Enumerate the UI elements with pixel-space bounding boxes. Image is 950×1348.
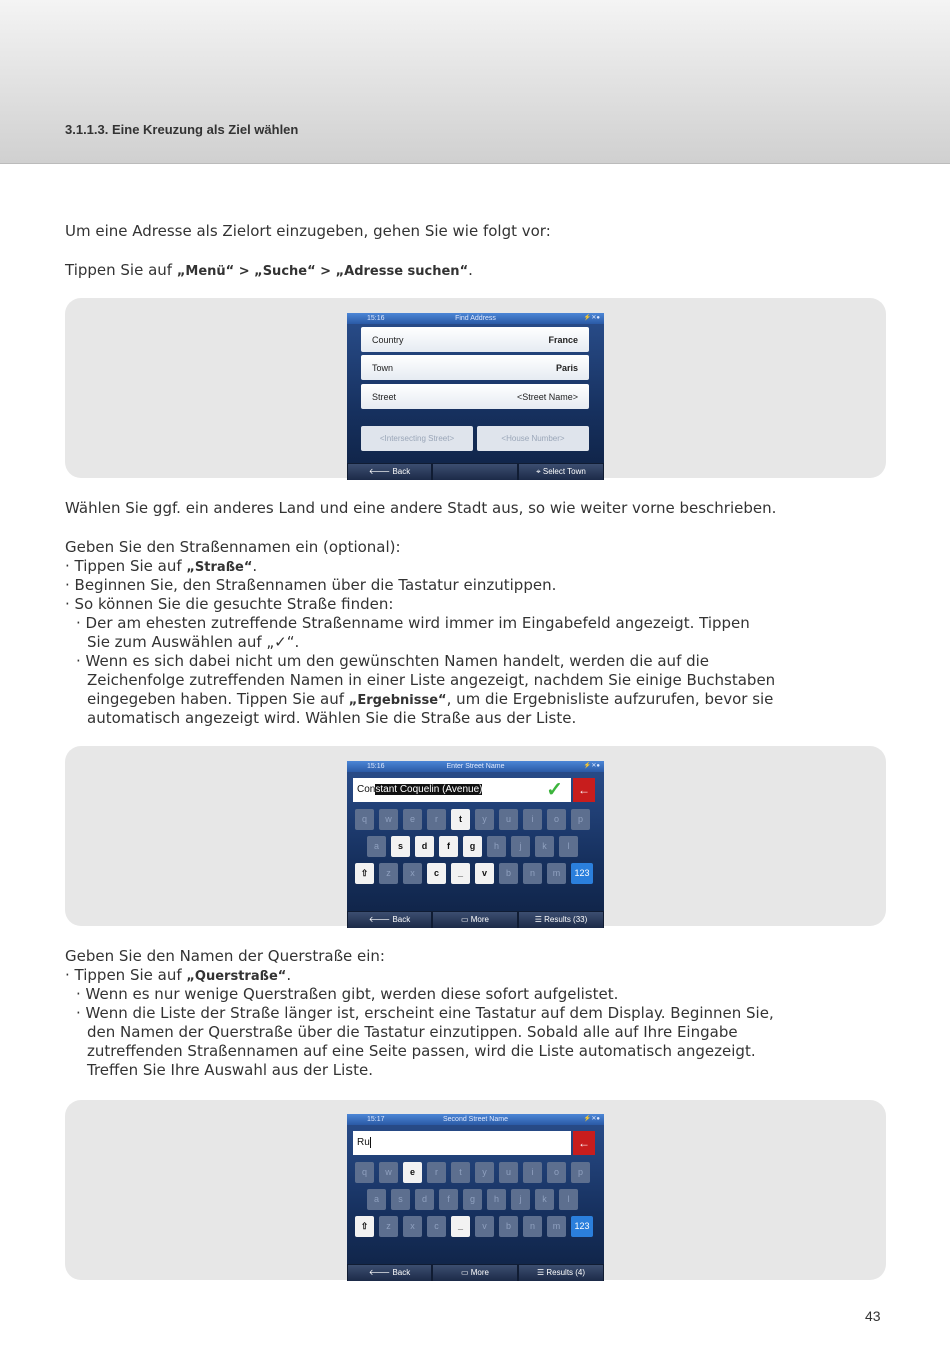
street-sub-2: · Wenn es sich dabei nicht um den gewünschten Namen handelt, werden die auf die bbox=[76, 652, 710, 670]
intro-line-2 bbox=[65, 261, 473, 281]
results-keyword: „Ergebnisse“ bbox=[348, 693, 447, 708]
key-a[interactable]: a bbox=[367, 1189, 386, 1210]
key-l[interactable]: l bbox=[559, 836, 578, 857]
cross-street-sub-2: · Wenn die Liste der Straße länger ist, erscheint eine Tastatur auf dem Display. Beginnen Sie, bbox=[76, 1004, 774, 1022]
key-d[interactable]: d bbox=[415, 1189, 434, 1210]
key-k[interactable]: k bbox=[535, 1189, 554, 1210]
screen-title: Second Street Name bbox=[443, 1116, 508, 1123]
key-y[interactable]: y bbox=[475, 1162, 494, 1183]
more-label: More bbox=[470, 1268, 489, 1277]
street-row[interactable] bbox=[361, 384, 589, 409]
bottom-spacer bbox=[433, 464, 517, 480]
key-a[interactable]: a bbox=[367, 836, 386, 857]
screenshot-panel-3 bbox=[65, 1100, 886, 1280]
list-icon: ☰ bbox=[534, 915, 545, 924]
shift-key-icon[interactable]: ⇧ bbox=[355, 1216, 374, 1237]
back-arrow-icon: 🡐 bbox=[368, 1268, 393, 1277]
key-n[interactable]: n bbox=[523, 863, 542, 884]
street-sub-2-cont-2 bbox=[87, 690, 773, 710]
space-key[interactable]: _ bbox=[451, 1216, 470, 1237]
results-label: Results (4) bbox=[546, 1268, 586, 1277]
more-icon: ▭ bbox=[460, 915, 471, 924]
key-q[interactable]: q bbox=[355, 1162, 374, 1183]
key-z[interactable]: z bbox=[379, 1216, 398, 1237]
house-number-button[interactable]: <House Number> bbox=[477, 426, 589, 451]
key-x[interactable]: x bbox=[403, 1216, 422, 1237]
country-row[interactable] bbox=[361, 327, 589, 352]
key-v[interactable]: v bbox=[475, 1216, 494, 1237]
key-z[interactable]: z bbox=[379, 863, 398, 884]
key-i[interactable]: i bbox=[523, 809, 542, 830]
town-row[interactable] bbox=[361, 355, 589, 380]
street-input[interactable] bbox=[353, 778, 571, 802]
key-p[interactable]: p bbox=[571, 809, 590, 830]
key-s[interactable]: s bbox=[391, 1189, 410, 1210]
key-j[interactable]: j bbox=[511, 836, 530, 857]
street-sub-2-cont-2-end: , um die Ergebnisliste aufzurufen, bevor sie bbox=[446, 690, 774, 708]
street-step-1 bbox=[65, 557, 257, 577]
key-h[interactable]: h bbox=[487, 1189, 506, 1210]
key-f[interactable]: f bbox=[439, 836, 458, 857]
text-cursor bbox=[370, 1137, 371, 1148]
screen-title: Enter Street Name bbox=[446, 763, 505, 770]
list-icon: ☰ bbox=[536, 1268, 547, 1277]
select-town-label: Select Town bbox=[542, 467, 586, 476]
more-button[interactable] bbox=[433, 912, 517, 928]
key-c[interactable]: c bbox=[427, 1216, 446, 1237]
more-button[interactable] bbox=[433, 1265, 517, 1281]
cross-street-sub-2-cont-1: den Namen der Querstraße über die Tastatur einzutippen. Sobald alle auf Ihre Eingabe bbox=[87, 1023, 738, 1041]
key-o[interactable]: o bbox=[547, 809, 566, 830]
more-label: More bbox=[470, 915, 489, 924]
cross-street-step-1 bbox=[65, 966, 291, 986]
results-button[interactable] bbox=[519, 912, 603, 928]
screenshot-panel-1 bbox=[65, 298, 886, 478]
screenshot-panel-2 bbox=[65, 746, 886, 926]
cross-street-step-1-text: · Tippen Sie auf bbox=[65, 966, 187, 984]
key-m[interactable]: m bbox=[547, 863, 566, 884]
country-label: Country bbox=[372, 335, 404, 345]
key-k[interactable]: k bbox=[535, 836, 554, 857]
key-u[interactable]: u bbox=[499, 809, 518, 830]
backspace-button[interactable]: ← bbox=[573, 1131, 595, 1155]
key-c[interactable]: c bbox=[427, 863, 446, 884]
cross-street-keyword: „Querstraße“ bbox=[186, 969, 287, 984]
page-number: 43 bbox=[865, 1308, 881, 1324]
street-value: <Street Name> bbox=[516, 392, 578, 402]
key-b[interactable]: b bbox=[499, 863, 518, 884]
key-h[interactable]: h bbox=[487, 836, 506, 857]
key-o[interactable]: o bbox=[547, 1162, 566, 1183]
key-e[interactable]: e bbox=[403, 1162, 422, 1183]
crosshair-icon: ⌖ bbox=[536, 467, 543, 476]
street-intro: Geben Sie den Straßennamen ein (optional): bbox=[65, 538, 401, 556]
street-sub-1: · Der am ehesten zutreffende Straßenname wird immer im Eingabefeld angezeigt. Tippen bbox=[76, 614, 750, 632]
town-value: Paris bbox=[555, 363, 578, 373]
typed-text: Con bbox=[357, 784, 376, 795]
street-step-1-text: · Tippen Sie auf bbox=[65, 557, 187, 575]
key-r[interactable]: r bbox=[427, 1162, 446, 1183]
key-t[interactable]: t bbox=[451, 1162, 470, 1183]
back-button[interactable] bbox=[348, 912, 431, 928]
key-w[interactable]: w bbox=[379, 809, 398, 830]
street-sub-1-cont: Sie zum Auswählen auf „✓“. bbox=[87, 633, 300, 651]
key-v[interactable]: v bbox=[475, 863, 494, 884]
page-header bbox=[0, 0, 950, 164]
key-f[interactable]: f bbox=[439, 1189, 458, 1210]
more-icon: ▭ bbox=[460, 1268, 471, 1277]
key-p[interactable]: p bbox=[571, 1162, 590, 1183]
status-icons: ⚡✕● bbox=[583, 763, 600, 769]
key-j[interactable]: j bbox=[511, 1189, 530, 1210]
key-i[interactable]: i bbox=[523, 1162, 542, 1183]
intro-line-2-end: . bbox=[468, 261, 473, 279]
street-step-3: · So können Sie die gesuchte Straße finden: bbox=[65, 595, 394, 613]
intro-menu-path: „Menü“ > „Suche“ > „Adresse suchen“ bbox=[176, 264, 469, 279]
clock: 15:16 bbox=[367, 763, 385, 770]
para-country-town: Wählen Sie ggf. ein anderes Land und eine andere Stadt aus, so wie weiter vorne beschrieben. bbox=[65, 499, 777, 517]
intersecting-street-button[interactable]: <Intersecting Street> bbox=[361, 426, 473, 451]
space-key[interactable]: _ bbox=[451, 863, 470, 884]
back-button[interactable] bbox=[348, 464, 431, 480]
key-s[interactable]: s bbox=[391, 836, 410, 857]
intro-line-2-text: Tippen Sie auf bbox=[65, 261, 177, 279]
street-step-1-end: . bbox=[252, 557, 258, 575]
town-label: Town bbox=[372, 363, 394, 373]
second-street-screen bbox=[347, 1114, 604, 1281]
find-address-screen bbox=[347, 313, 604, 480]
street-label: Street bbox=[372, 392, 397, 402]
back-label: Back bbox=[392, 1268, 411, 1277]
key-n[interactable]: n bbox=[523, 1216, 542, 1237]
results-button[interactable] bbox=[519, 1265, 603, 1281]
key-u[interactable]: u bbox=[499, 1162, 518, 1183]
enter-street-screen bbox=[347, 761, 604, 928]
key-q[interactable]: q bbox=[355, 809, 374, 830]
select-town-button[interactable] bbox=[519, 464, 603, 480]
key-y[interactable]: y bbox=[475, 809, 494, 830]
key-x[interactable]: x bbox=[403, 863, 422, 884]
key-t[interactable]: t bbox=[451, 809, 470, 830]
country-value: France bbox=[548, 335, 578, 345]
street-sub-2-cont-3: automatisch angezeigt wird. Wählen Sie die Straße aus der Liste. bbox=[87, 709, 577, 727]
key-e[interactable]: e bbox=[403, 809, 422, 830]
status-bar bbox=[347, 761, 604, 772]
intro-line-1: Um eine Adresse als Zielort einzugeben, gehen Sie wie folgt vor: bbox=[65, 222, 551, 240]
bottom-bar bbox=[347, 1264, 604, 1281]
key-g[interactable]: g bbox=[463, 1189, 482, 1210]
key-d[interactable]: d bbox=[415, 836, 434, 857]
cross-street-intro: Geben Sie den Namen der Querstraße ein: bbox=[65, 947, 385, 965]
screen-title: Find Address bbox=[455, 315, 496, 322]
street-step-2: · Beginnen Sie, den Straßennamen über die Tastatur einzutippen. bbox=[65, 576, 557, 594]
street-keyword: „Straße“ bbox=[186, 560, 253, 575]
backspace-button[interactable]: ← bbox=[573, 778, 595, 802]
cross-street-input[interactable] bbox=[353, 1131, 571, 1155]
street-sub-2-cont-2-text: eingegeben haben. Tippen Sie auf bbox=[87, 690, 349, 708]
status-icons: ⚡✕● bbox=[583, 1116, 600, 1122]
status-icons: ⚡✕● bbox=[583, 315, 600, 321]
suggestion-text: stant Coquelin (Avenue) bbox=[375, 784, 483, 795]
key-w[interactable]: w bbox=[379, 1162, 398, 1183]
confirm-check-icon[interactable]: ✓ bbox=[546, 779, 563, 801]
results-label: Results (33) bbox=[544, 915, 588, 924]
back-label: Back bbox=[392, 467, 411, 476]
bottom-bar bbox=[347, 463, 604, 480]
back-label: Back bbox=[392, 915, 411, 924]
cross-street-sub-2-cont-2: zutreffenden Straßennamen auf eine Seite passen, wird die Liste automatisch angezeigt. bbox=[87, 1042, 756, 1060]
street-sub-2-cont-1: Zeichenfolge zutreffenden Namen in einer Liste angezeigt, nachdem Sie einige Buchstaben bbox=[87, 671, 776, 689]
key-l[interactable]: l bbox=[559, 1189, 578, 1210]
key-m[interactable]: m bbox=[547, 1216, 566, 1237]
cross-street-sub-2-cont-3: Treffen Sie Ihre Auswahl aus der Liste. bbox=[87, 1061, 373, 1079]
key-r[interactable]: r bbox=[427, 809, 446, 830]
numeric-key[interactable]: 123 bbox=[571, 863, 593, 884]
clock: 15:16 bbox=[367, 315, 385, 322]
cross-street-step-1-end: . bbox=[286, 966, 292, 984]
back-button[interactable] bbox=[348, 1265, 431, 1281]
key-b[interactable]: b bbox=[499, 1216, 518, 1237]
typed-text: Ru bbox=[357, 1137, 370, 1148]
key-g[interactable]: g bbox=[463, 836, 482, 857]
status-bar bbox=[347, 1114, 604, 1125]
section-title: 3.1.1.3. Eine Kreuzung als Ziel wählen bbox=[65, 122, 299, 137]
numeric-key[interactable]: 123 bbox=[571, 1216, 593, 1237]
back-arrow-icon: 🡐 bbox=[368, 467, 393, 476]
cross-street-sub-1: · Wenn es nur wenige Querstraßen gibt, werden diese sofort aufgelistet. bbox=[76, 985, 619, 1003]
back-arrow-icon: 🡐 bbox=[368, 915, 393, 924]
clock: 15:17 bbox=[367, 1116, 385, 1123]
bottom-bar bbox=[347, 911, 604, 928]
shift-key-icon[interactable]: ⇧ bbox=[355, 863, 374, 884]
status-bar bbox=[347, 313, 604, 324]
